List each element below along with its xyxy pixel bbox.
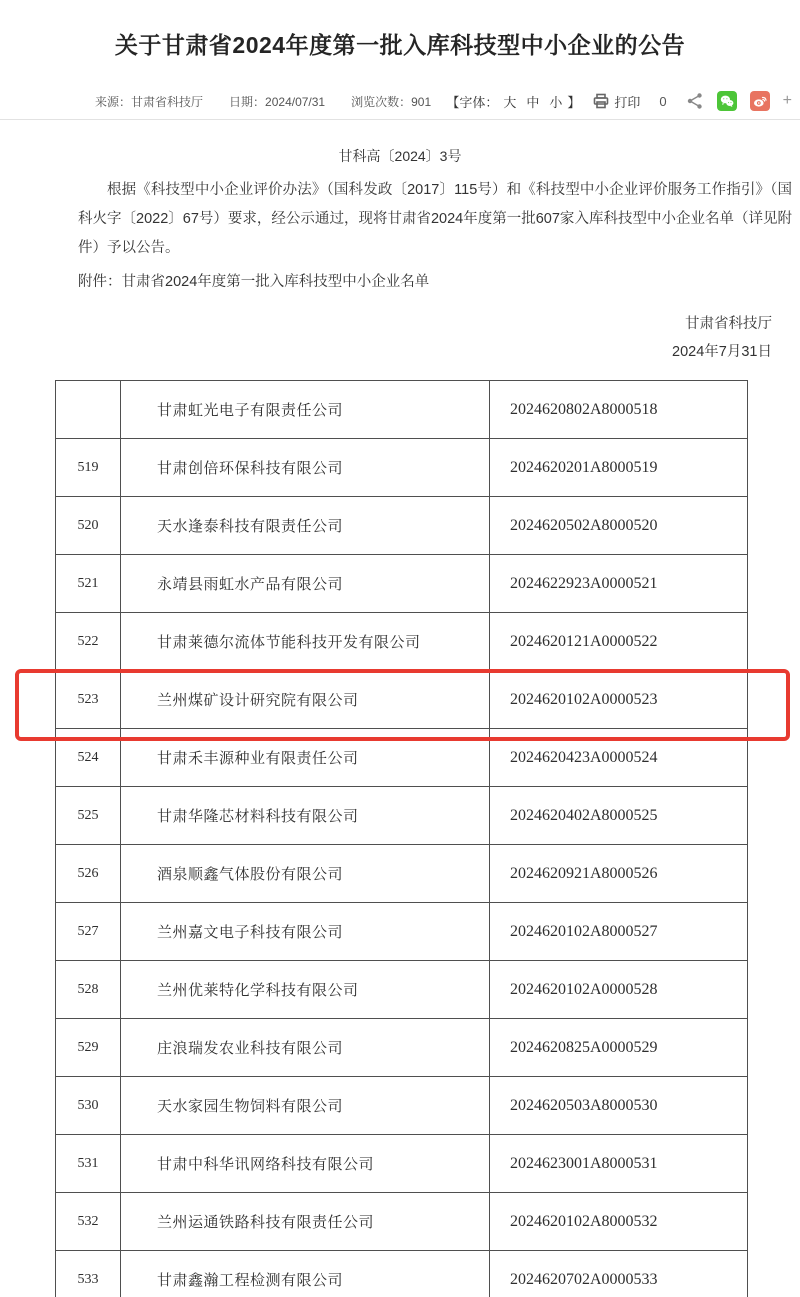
meta-views xyxy=(351,93,431,110)
registration-code-cell: 2024620102A0000528 xyxy=(490,961,748,1019)
row-num-cell: 532 xyxy=(56,1193,121,1251)
meta-date-label: 日期： xyxy=(229,94,266,109)
font-size-control xyxy=(446,92,580,111)
registration-code-cell: 2024620423A0000524 xyxy=(490,729,748,787)
row-num-cell: 529 xyxy=(56,1019,121,1077)
weibo-share-button[interactable] xyxy=(750,91,770,111)
table-row xyxy=(56,1251,748,1297)
registration-code-cell: 2024622923A0000521 xyxy=(490,555,748,613)
meta-bar xyxy=(0,89,800,113)
registration-code-cell: 2024620102A0000523 xyxy=(490,671,748,729)
company-name-cell: 永靖县雨虹水产品有限公司 xyxy=(121,555,490,613)
print-button[interactable] xyxy=(593,92,640,111)
row-num-cell: 531 xyxy=(56,1135,121,1193)
meta-source-value: 甘肃省科技厅 xyxy=(131,94,204,109)
meta-date-value: 2024/07/31 xyxy=(265,94,326,109)
registration-code-cell: 2024620121A0000522 xyxy=(490,613,748,671)
table-row xyxy=(56,613,748,671)
meta-views-label: 浏览次数： xyxy=(351,94,412,109)
table-row xyxy=(56,497,748,555)
registration-code-cell: 2024620921A8000526 xyxy=(490,845,748,903)
table-row xyxy=(56,1135,748,1193)
company-name-cell: 兰州嘉文电子科技有限公司 xyxy=(121,903,490,961)
row-num-cell: 526 xyxy=(56,845,121,903)
row-num-cell: 519 xyxy=(56,439,121,497)
doc-number: 甘科高〔2024〕3号 xyxy=(338,148,462,164)
meta-views-value: 901 xyxy=(411,94,432,109)
registration-code-cell: 2024620825A0000529 xyxy=(490,1019,748,1077)
company-name-cell: 甘肃中科华讯网络科技有限公司 xyxy=(121,1135,490,1193)
registration-code-cell: 2024620802A8000518 xyxy=(490,381,748,439)
meta-source xyxy=(95,93,203,110)
row-num-cell xyxy=(56,381,121,439)
company-name-cell: 兰州煤矿设计研究院有限公司 xyxy=(121,671,490,729)
wechat-icon xyxy=(719,93,735,109)
row-num-cell: 530 xyxy=(56,1077,121,1135)
weibo-icon xyxy=(752,93,768,109)
font-size-small-button[interactable]: 小 xyxy=(549,94,563,110)
doc-paragraph: 根据《科技型中小企业评价办法》（国科发政〔2017〕115号）和《科技型中小企业评价服务工作指引》（国科火字〔2022〕67号）要求，经公示通过，现将甘肃省2024年度第一批607家入库科技型中小企业名单（详见附件）予以公告。 xyxy=(78,182,792,256)
company-table-wrap xyxy=(55,380,747,1297)
print-label: 打印 xyxy=(614,94,641,110)
registration-code-cell: 2024620702A0000533 xyxy=(490,1251,748,1297)
table-row xyxy=(56,381,748,439)
company-name-cell: 兰州运通铁路科技有限责任公司 xyxy=(121,1193,490,1251)
company-name-cell: 酒泉顺鑫气体股份有限公司 xyxy=(121,845,490,903)
table-row xyxy=(56,1193,748,1251)
comment-count: 0 xyxy=(659,93,667,109)
company-name-cell: 甘肃鑫瀚工程检测有限公司 xyxy=(121,1251,490,1297)
printer-icon xyxy=(593,93,609,109)
table-row xyxy=(56,671,748,729)
page-title: 关于甘肃省2024年度第一批入库科技型中小企业的公告 xyxy=(114,32,686,58)
share-button[interactable] xyxy=(686,92,704,110)
company-name-cell: 甘肃创倍环保科技有限公司 xyxy=(121,439,490,497)
meta-info xyxy=(95,93,431,110)
wechat-share-button[interactable] xyxy=(717,91,737,111)
company-name-cell: 甘肃虹光电子有限责任公司 xyxy=(121,381,490,439)
signature-date: 2024年7月31日 xyxy=(672,344,772,360)
row-num-cell: 533 xyxy=(56,1251,121,1297)
meta-source-label: 来源： xyxy=(95,94,132,109)
more-share-button[interactable]: + xyxy=(782,92,792,109)
meta-tools xyxy=(446,91,792,111)
attachment-line: 附件：甘肃省2024年度第一批入库科技型中小企业名单 xyxy=(78,274,430,290)
row-num-cell: 524 xyxy=(56,729,121,787)
share-nodes-icon xyxy=(686,92,704,110)
company-table-body xyxy=(56,381,748,1297)
registration-code-cell: 2024620503A8000530 xyxy=(490,1077,748,1135)
company-name-cell: 甘肃禾丰源种业有限责任公司 xyxy=(121,729,490,787)
company-name-cell: 甘肃华隆芯材料科技有限公司 xyxy=(121,787,490,845)
registration-code-cell: 2024623001A8000531 xyxy=(490,1135,748,1193)
table-row xyxy=(56,787,748,845)
company-name-cell: 甘肃莱德尔流体节能科技开发有限公司 xyxy=(121,613,490,671)
font-size-large-button[interactable]: 大 xyxy=(503,94,517,110)
row-num-cell: 521 xyxy=(56,555,121,613)
table-row xyxy=(56,845,748,903)
meta-date xyxy=(229,93,325,110)
table-row xyxy=(56,729,748,787)
row-num-cell: 520 xyxy=(56,497,121,555)
table-row xyxy=(56,1077,748,1135)
signature-block xyxy=(0,310,772,366)
row-num-cell: 522 xyxy=(56,613,121,671)
registration-code-cell: 2024620102A8000527 xyxy=(490,903,748,961)
registration-code-cell: 2024620201A8000519 xyxy=(490,439,748,497)
table-row xyxy=(56,1019,748,1077)
registration-code-cell: 2024620502A8000520 xyxy=(490,497,748,555)
row-num-cell: 523 xyxy=(56,671,121,729)
signature-org: 甘肃省科技厅 xyxy=(685,316,772,332)
table-row xyxy=(56,961,748,1019)
row-num-cell: 528 xyxy=(56,961,121,1019)
font-size-medium-button[interactable]: 中 xyxy=(526,94,540,110)
company-table xyxy=(55,380,748,1297)
table-row xyxy=(56,439,748,497)
company-name-cell: 庄浪瑞发农业科技有限公司 xyxy=(121,1019,490,1077)
row-num-cell: 527 xyxy=(56,903,121,961)
registration-code-cell: 2024620102A8000532 xyxy=(490,1193,748,1251)
table-row xyxy=(56,555,748,613)
registration-code-cell: 2024620402A8000525 xyxy=(490,787,748,845)
company-name-cell: 天水逢泰科技有限责任公司 xyxy=(121,497,490,555)
company-name-cell: 兰州优莱特化学科技有限公司 xyxy=(121,961,490,1019)
meta-separator xyxy=(0,119,800,120)
company-name-cell: 天水家园生物饲料有限公司 xyxy=(121,1077,490,1135)
font-size-suffix: 】 xyxy=(567,94,581,110)
font-size-prefix: 【字体： xyxy=(446,94,499,110)
table-row xyxy=(56,903,748,961)
row-num-cell: 525 xyxy=(56,787,121,845)
